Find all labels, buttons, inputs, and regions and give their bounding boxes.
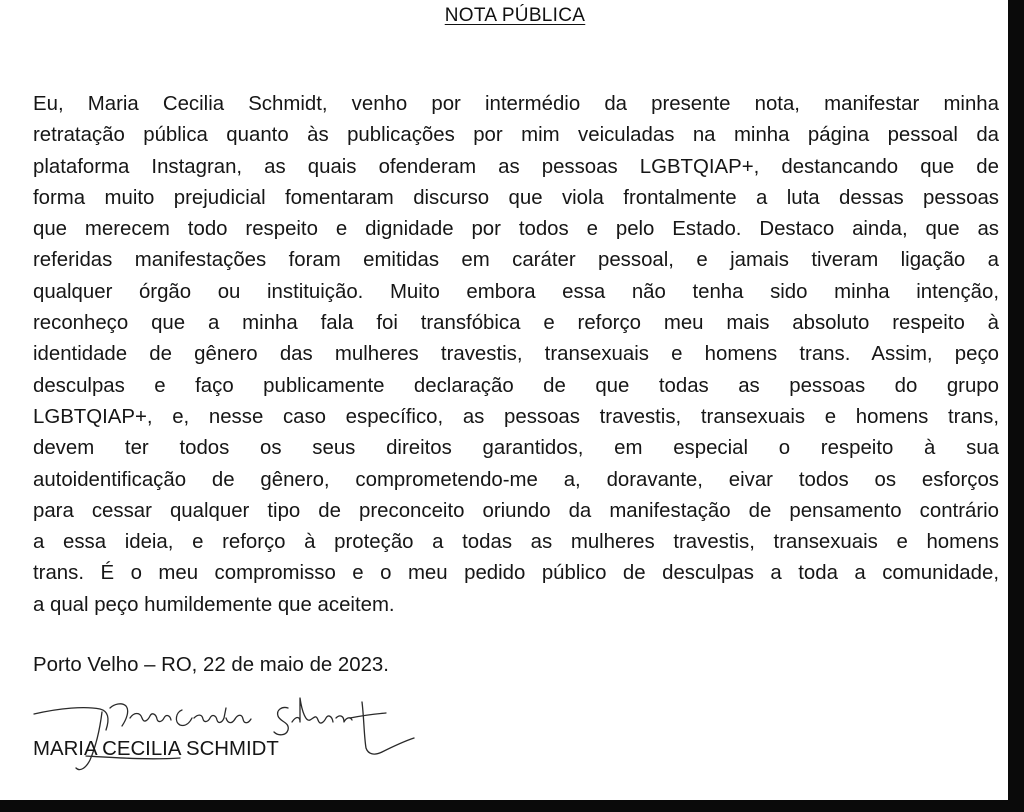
body-line: retratação pública quanto às publicações por mim veiculadas na minha página pessoal da (33, 124, 999, 147)
body-line: qualquer órgão ou instituição. Muito embora essa não tenha sido minha intenção, (33, 280, 999, 303)
body-line: a qual peço humildemente que aceitem. (33, 593, 395, 616)
body-line: identidade de gênero das mulheres travestis, transexuais e homens trans. Assim, peço (33, 343, 999, 366)
body-line: desculpas e faço publicamente declaração de que todas as pessoas do grupo (33, 374, 999, 397)
signer-name: MARIA CECILIA SCHMIDT (33, 738, 279, 760)
place-and-date: Porto Velho – RO, 22 de maio de 2023. (33, 654, 389, 676)
body-line: a essa ideia, e reforço à proteção a todas as mulheres travestis, transexuais e homens (33, 531, 999, 554)
body-line: reconheço que a minha fala foi transfóbica e reforço meu mais absoluto respeito à (33, 312, 999, 335)
body-line: trans. É o meu compromisso e o meu pedido público de desculpas a toda a comunidade, (33, 562, 999, 585)
body-line: forma muito prejudicial fomentaram discurso que viola frontalmente a luta dessas pessoas (33, 186, 999, 209)
body-line: que merecem todo respeito e dignidade por todos e pelo Estado. Destaco ainda, que as (33, 218, 999, 241)
handwritten-signature (30, 678, 450, 788)
body-line: para cessar qualquer tipo de preconceito oriundo da manifestação de pensamento contrário (33, 499, 999, 522)
body-line: plataforma Instagran, as quais ofenderam as pessoas LGBTQIAP+, destancando que de (33, 155, 999, 178)
body-line: Eu, Maria Cecilia Schmidt, venho por intermédio da presente nota, manifestar minha (33, 93, 999, 115)
document-title: NOTA PÚBLICA (444, 5, 586, 26)
body-line: referidas manifestações foram emitidas em caráter pessoal, e jamais tiveram ligação a (33, 249, 999, 272)
body-line: LGBTQIAP+, e, nesse caso específico, as pessoas travestis, transexuais e homens trans, (33, 405, 999, 428)
body-line: autoidentificação de gênero, comprometendo-me a, doravante, eivar todos os esforços (33, 468, 999, 491)
document-body (33, 89, 999, 621)
body-line: devem ter todos os seus direitos garantidos, em especial o respeito à sua (33, 437, 999, 460)
